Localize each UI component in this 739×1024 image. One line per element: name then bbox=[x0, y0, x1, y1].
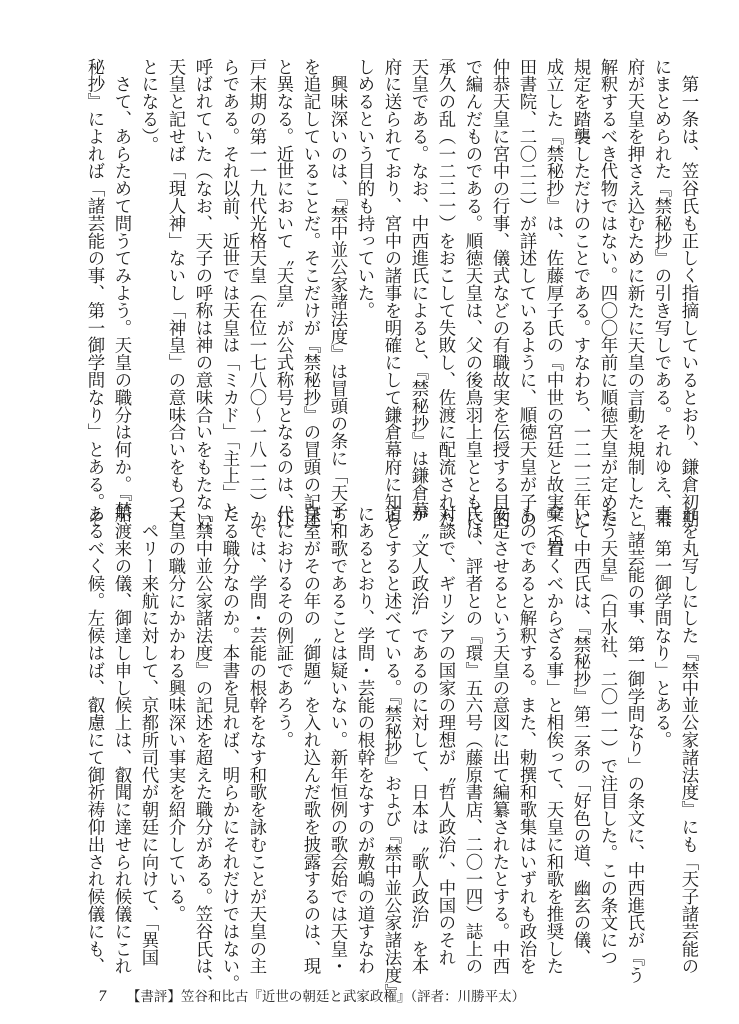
running-title: 【書評】笠谷和比古『近世の朝廷と武家政権』（評者：川勝平太） bbox=[126, 989, 526, 1005]
text-column: 興味深いのは、『禁中並公家諸法度』は冒頭の条に「天子」 bbox=[327, 58, 347, 537]
text-column: ものであると解釈する。また、勅撰和歌集はいずれも政治を bbox=[516, 505, 536, 975]
text-column: たう天皇』（白水社、二〇一一）で注目した。この条文につ bbox=[597, 505, 617, 967]
text-column: が〝文人政治〟であるのに対して、日本は〝歌人政治〟を本 bbox=[408, 505, 428, 975]
text-column: 『禁中並公家諸法度』の記述を超えた職分がある。笠谷氏は、 bbox=[192, 505, 212, 993]
text-column: らである。それ以前、近世では天皇は「ミカド」「主上」と bbox=[219, 58, 239, 520]
text-column: 規定を踏襲しただけのことである。すなわち、一二一三年に bbox=[570, 58, 590, 528]
text-column: 府に送られており、宮中の諸事を明確にして鎌倉幕府に知ら bbox=[381, 58, 401, 528]
text-column: にあるとおり、学問・芸能の根幹をなすのが敷嶋の道すなわ bbox=[354, 505, 374, 975]
text-column: 秘抄』によれば「諸芸能の事、第一御学問なり」とある。そ bbox=[84, 58, 104, 528]
text-column: ち和歌であることは疑いない。新年恒例の歌会始では天皇・ bbox=[327, 505, 347, 975]
text-column: ペリー来航に対して、京都所司代が朝廷に向けて、「異国 bbox=[138, 505, 158, 967]
text-column: 道とすると述べている。『禁秘抄』および『禁中並公家諸法度』 bbox=[381, 505, 401, 1001]
upper-text-block bbox=[80, 58, 701, 554]
text-column: 「諸芸能の事、第一御学問なり」の条文に、中西進氏が『う bbox=[624, 505, 644, 984]
text-column: あるべく候。左候はば、叡慮にて御祈祷仰出され候儀にも、 bbox=[84, 505, 104, 975]
text-column: 皇室がその年の〝御題〟を入れ込んだ歌を披露するのは、現 bbox=[300, 505, 320, 975]
text-column: 事、第一御学問なり」とある。 bbox=[651, 505, 671, 749]
text-column: 成立した『禁秘抄』は、佐藤厚子氏の『中世の宮廷と故実』（岩 bbox=[543, 58, 563, 554]
text-column: にまとめられた『禁秘抄』の引き写しである。それゆえ、幕 bbox=[651, 58, 671, 528]
text-column: 呼ばれていた（なお、天子の呼称は神の意味合いをもたない。 bbox=[192, 58, 212, 546]
text-column: 戸末期の第一一九代光格天皇（在位一七八〇～一八一二）か bbox=[246, 58, 266, 528]
text-column: と異なる。近世において〝天皇〟が公式称号となるのは、江 bbox=[273, 58, 293, 528]
text-column: いて中西氏は、『禁秘抄』第二条の「好色の道、幽玄の儀、 bbox=[570, 505, 590, 967]
text-column: れを丸写しにした『禁中並公家諸法度』にも「天子諸芸能の bbox=[678, 505, 698, 975]
text-column: 承久の乱（一二二一）をおこして失敗し、佐渡に配流された bbox=[435, 58, 455, 528]
text-column: 安定させるという天皇の意図に出て編纂されたとする。中西 bbox=[489, 505, 509, 975]
text-column: 船渡来の儀、御達し申し候上は、叡聞に達せられ候儀にこれ bbox=[111, 505, 131, 975]
text-column: たる職分なのか。本書を見れば、明らかにそれだけではない。 bbox=[219, 505, 239, 993]
text-column: 代におけるその例証であろう。 bbox=[273, 505, 293, 749]
text-column: を追記していることだ。そこだけが『禁秘抄』の冒頭の記述 bbox=[300, 58, 320, 528]
text-column: しめるという目的も持っていた。 bbox=[354, 58, 374, 319]
text-column: とになる）。 bbox=[138, 58, 158, 154]
text-column: 天皇である。なお、中西進氏によると、『禁秘抄』は鎌倉幕 bbox=[408, 58, 428, 520]
text-column: 第一条は、笠谷氏も正しく指摘しているとおり、鎌倉初期 bbox=[678, 58, 698, 528]
page-footer bbox=[98, 985, 525, 1005]
text-column: 天皇の職分にかかわる興味深い事実を紹介している。 bbox=[165, 505, 185, 923]
page-number: 7 bbox=[98, 989, 107, 1005]
text-column: 田書院、二〇二二）が詳述しているように、順徳天皇が子の bbox=[516, 58, 536, 528]
text-column: 解釈するべき代物ではない。四〇〇年前に順徳天皇が定めた bbox=[597, 58, 617, 528]
text-column: 仲恭天皇に宮中の行事、儀式などの有職故実を伝授する目的 bbox=[489, 58, 509, 528]
text-column: 対談で、ギリシアの国家の理想が〝哲人政治〟、中国のそれ bbox=[435, 505, 455, 967]
text-column: では、学問・芸能の根幹をなす和歌を詠むことが天皇の主 bbox=[246, 505, 266, 975]
text-column: 天皇と記せば「現人神」ないし「神皇」の意味合いをもつこ bbox=[165, 58, 185, 528]
text-column: さて、あらためて問うてみよう。天皇の職分は何か。『禁 bbox=[111, 58, 131, 520]
text-column: で編んだものである。順徳天皇は、父の後鳥羽上皇とともに、 bbox=[462, 58, 482, 546]
text-column: 棄て置くべからざる事」と相俟って、天皇に和歌を推奨した bbox=[543, 505, 563, 975]
text-column: 府が天皇を押さえ込むために新たに天皇の言動を規制したと bbox=[624, 58, 644, 528]
text-column: 氏は、評者との『環』五六号（藤原書店、二〇一四）誌上の bbox=[462, 505, 482, 975]
